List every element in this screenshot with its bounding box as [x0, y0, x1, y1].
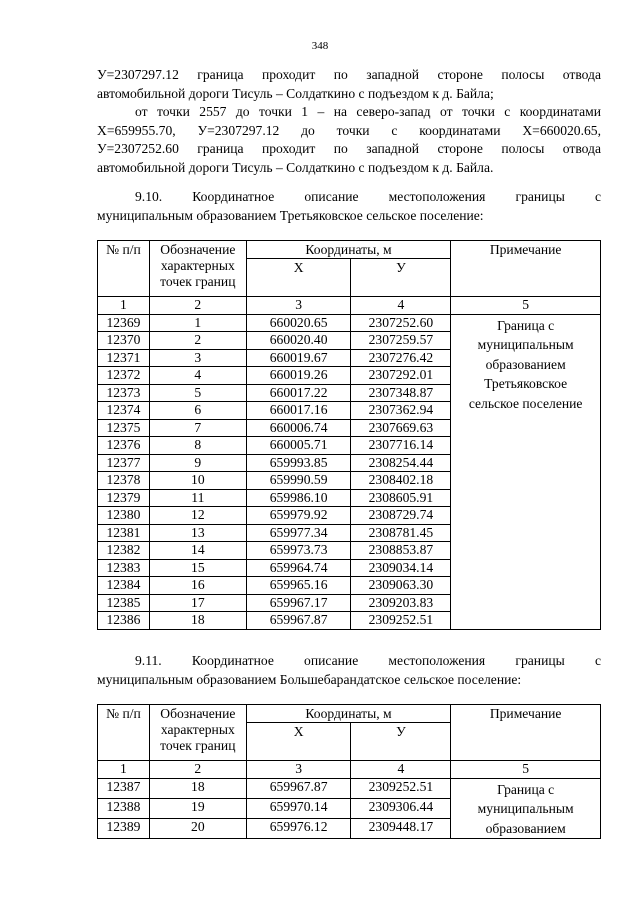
cell-point: 5	[149, 384, 246, 402]
cell-y: 2307362.94	[351, 402, 451, 420]
table-row	[98, 314, 601, 332]
heading-line: муниципальным образованием Третьяковское сельское поселение:	[97, 207, 484, 223]
text-line: У=2307297.12 граница проходит по западной стороне полосы отвода	[97, 67, 601, 82]
cell-x: 659986.10	[246, 489, 351, 507]
cell-point: 14	[149, 542, 246, 560]
cell-point: 19	[149, 798, 246, 818]
column-number-row	[98, 761, 601, 779]
cell-y: 2308729.74	[351, 507, 451, 525]
note-line: образованием	[485, 820, 566, 836]
col-number: 2	[149, 297, 246, 315]
note-line: сельское поселение	[468, 395, 583, 411]
cell-point: 18	[149, 778, 246, 798]
section-heading-9-10	[97, 188, 601, 225]
cell-point: 15	[149, 559, 246, 577]
note-line: Граница с	[497, 317, 555, 333]
header-line: характерных	[160, 722, 235, 737]
cell-note	[451, 314, 601, 629]
cell-y: 2309063.30	[351, 577, 451, 595]
col-header-number: № п/п	[98, 705, 150, 761]
cell-x: 660017.16	[246, 402, 351, 420]
cell-point: 4	[149, 367, 246, 385]
col-number: 4	[351, 761, 451, 779]
col-number: 4	[351, 297, 451, 315]
cell-point: 12	[149, 507, 246, 525]
cell-y: 2309252.51	[351, 778, 451, 798]
cell-x: 659970.14	[246, 798, 351, 818]
cell-x: 659990.59	[246, 472, 351, 490]
cell-y: 2309448.17	[351, 818, 451, 838]
text-line: автомобильной дороги Тисуль – Солдаткино с подъездом к д. Байла;	[97, 85, 494, 101]
cell-y: 2308402.18	[351, 472, 451, 490]
cell-number: 12382	[98, 542, 150, 560]
col-header-point	[149, 241, 246, 297]
text-line: Х=659955.70, У=2307297.12 до точки с координатами Х=660020.65,	[97, 122, 601, 138]
cell-point: 1	[149, 314, 246, 332]
col-header-point	[149, 705, 246, 761]
cell-number: 12388	[98, 798, 150, 818]
header-line: точек границ	[160, 274, 236, 289]
cell-y: 2308254.44	[351, 454, 451, 472]
cell-point: 16	[149, 577, 246, 595]
note-line: муниципальным	[477, 801, 574, 816]
cell-point: 8	[149, 437, 246, 455]
text-line: от точки 2557 до точки 1 – на северо-запад от точки с координатами	[135, 104, 601, 119]
cell-number: 12377	[98, 454, 150, 472]
cell-point: 13	[149, 524, 246, 542]
cell-number: 12370	[98, 332, 150, 350]
cell-x: 660005.71	[246, 437, 351, 455]
cell-y: 2307348.87	[351, 384, 451, 402]
header-line: Обозначение	[160, 242, 236, 257]
table-header-row	[98, 705, 601, 723]
col-number: 1	[98, 297, 150, 315]
cell-y: 2308781.45	[351, 524, 451, 542]
cell-number: 12369	[98, 314, 150, 332]
header-line: точек границ	[160, 738, 236, 753]
cell-point: 6	[149, 402, 246, 420]
heading-line: муниципальным образованием Большебарандатское сельское поселение:	[97, 671, 522, 687]
cell-y: 2307669.63	[351, 419, 451, 437]
cell-y: 2308605.91	[351, 489, 451, 507]
note-line: образованием	[485, 356, 566, 372]
cell-point: 7	[149, 419, 246, 437]
cell-x: 660017.22	[246, 384, 351, 402]
cell-x: 660020.40	[246, 332, 351, 350]
cell-number: 12387	[98, 778, 150, 798]
cell-point: 9	[149, 454, 246, 472]
col-number: 3	[246, 761, 351, 779]
cell-number: 12386	[98, 612, 150, 630]
cell-point: 20	[149, 818, 246, 838]
cell-number: 12379	[98, 489, 150, 507]
cell-point: 2	[149, 332, 246, 350]
cell-point: 10	[149, 472, 246, 490]
cell-y: 2309252.51	[351, 612, 451, 630]
cell-x: 659993.85	[246, 454, 351, 472]
col-header-y: У	[351, 259, 451, 297]
col-header-note: Примечание	[451, 705, 601, 761]
cell-number: 12381	[98, 524, 150, 542]
cell-y: 2307292.01	[351, 367, 451, 385]
table-header-row	[98, 241, 601, 259]
cell-point: 3	[149, 349, 246, 367]
heading-line: 9.11. Координатное описание местоположения границы с	[135, 653, 601, 668]
cell-x: 659967.87	[246, 778, 351, 798]
cell-number: 12376	[98, 437, 150, 455]
cell-x: 660006.74	[246, 419, 351, 437]
col-header-coordinates: Координаты, м	[246, 705, 451, 723]
note-line: Граница с	[497, 781, 555, 797]
cell-y: 2308853.87	[351, 542, 451, 560]
col-number: 3	[246, 297, 351, 315]
note-line: муниципальным	[477, 337, 574, 352]
col-header-x: Х	[246, 259, 351, 297]
cell-y: 2307276.42	[351, 349, 451, 367]
cell-number: 12373	[98, 384, 150, 402]
cell-number: 12371	[98, 349, 150, 367]
cell-x: 659977.34	[246, 524, 351, 542]
cell-number: 12383	[98, 559, 150, 577]
cell-x: 659967.87	[246, 612, 351, 630]
cell-y: 2307252.60	[351, 314, 451, 332]
col-number: 5	[451, 297, 601, 315]
text-line: У=2307252.60 граница проходит по западной стороне полосы отвода	[97, 141, 601, 156]
cell-x: 660020.65	[246, 314, 351, 332]
header-line: Обозначение	[160, 706, 236, 721]
heading-line: 9.10. Координатное описание местоположения границы с	[135, 189, 601, 204]
cell-y: 2309306.44	[351, 798, 451, 818]
intro-paragraph	[97, 66, 601, 177]
cell-number: 12375	[98, 419, 150, 437]
cell-number: 12374	[98, 402, 150, 420]
cell-number: 12385	[98, 594, 150, 612]
cell-x: 659976.12	[246, 818, 351, 838]
table-row	[98, 778, 601, 798]
cell-y: 2309034.14	[351, 559, 451, 577]
cell-x: 660019.26	[246, 367, 351, 385]
col-header-y: У	[351, 723, 451, 761]
cell-x: 659979.92	[246, 507, 351, 525]
note-line: Третьяковское	[484, 376, 568, 391]
page-number: 348	[311, 40, 329, 52]
col-number: 5	[451, 761, 601, 779]
cell-note	[451, 778, 601, 839]
cell-number: 12372	[98, 367, 150, 385]
cell-number: 12380	[98, 507, 150, 525]
column-number-row	[98, 297, 601, 315]
col-number: 2	[149, 761, 246, 779]
cell-number: 12378	[98, 472, 150, 490]
cell-point: 17	[149, 594, 246, 612]
cell-y: 2309203.83	[351, 594, 451, 612]
cell-number: 12384	[98, 577, 150, 595]
cell-y: 2307716.14	[351, 437, 451, 455]
header-line: характерных	[160, 258, 235, 273]
coordinates-table-9-11	[97, 704, 601, 839]
coordinates-table-9-10	[97, 240, 601, 630]
cell-x: 659967.17	[246, 594, 351, 612]
cell-x: 659965.16	[246, 577, 351, 595]
col-number: 1	[98, 761, 150, 779]
col-header-number: № п/п	[98, 241, 150, 297]
col-header-note: Примечание	[451, 241, 601, 297]
cell-x: 660019.67	[246, 349, 351, 367]
cell-point: 18	[149, 612, 246, 630]
cell-point: 11	[149, 489, 246, 507]
cell-x: 659973.73	[246, 542, 351, 560]
text-line: автомобильной дороги Тисуль – Солдаткино с подъездом к д. Байла.	[97, 159, 494, 175]
cell-y: 2307259.57	[351, 332, 451, 350]
cell-number: 12389	[98, 818, 150, 838]
col-header-x: Х	[246, 723, 351, 761]
col-header-coordinates: Координаты, м	[246, 241, 451, 259]
section-heading-9-11	[97, 652, 601, 689]
cell-x: 659964.74	[246, 559, 351, 577]
